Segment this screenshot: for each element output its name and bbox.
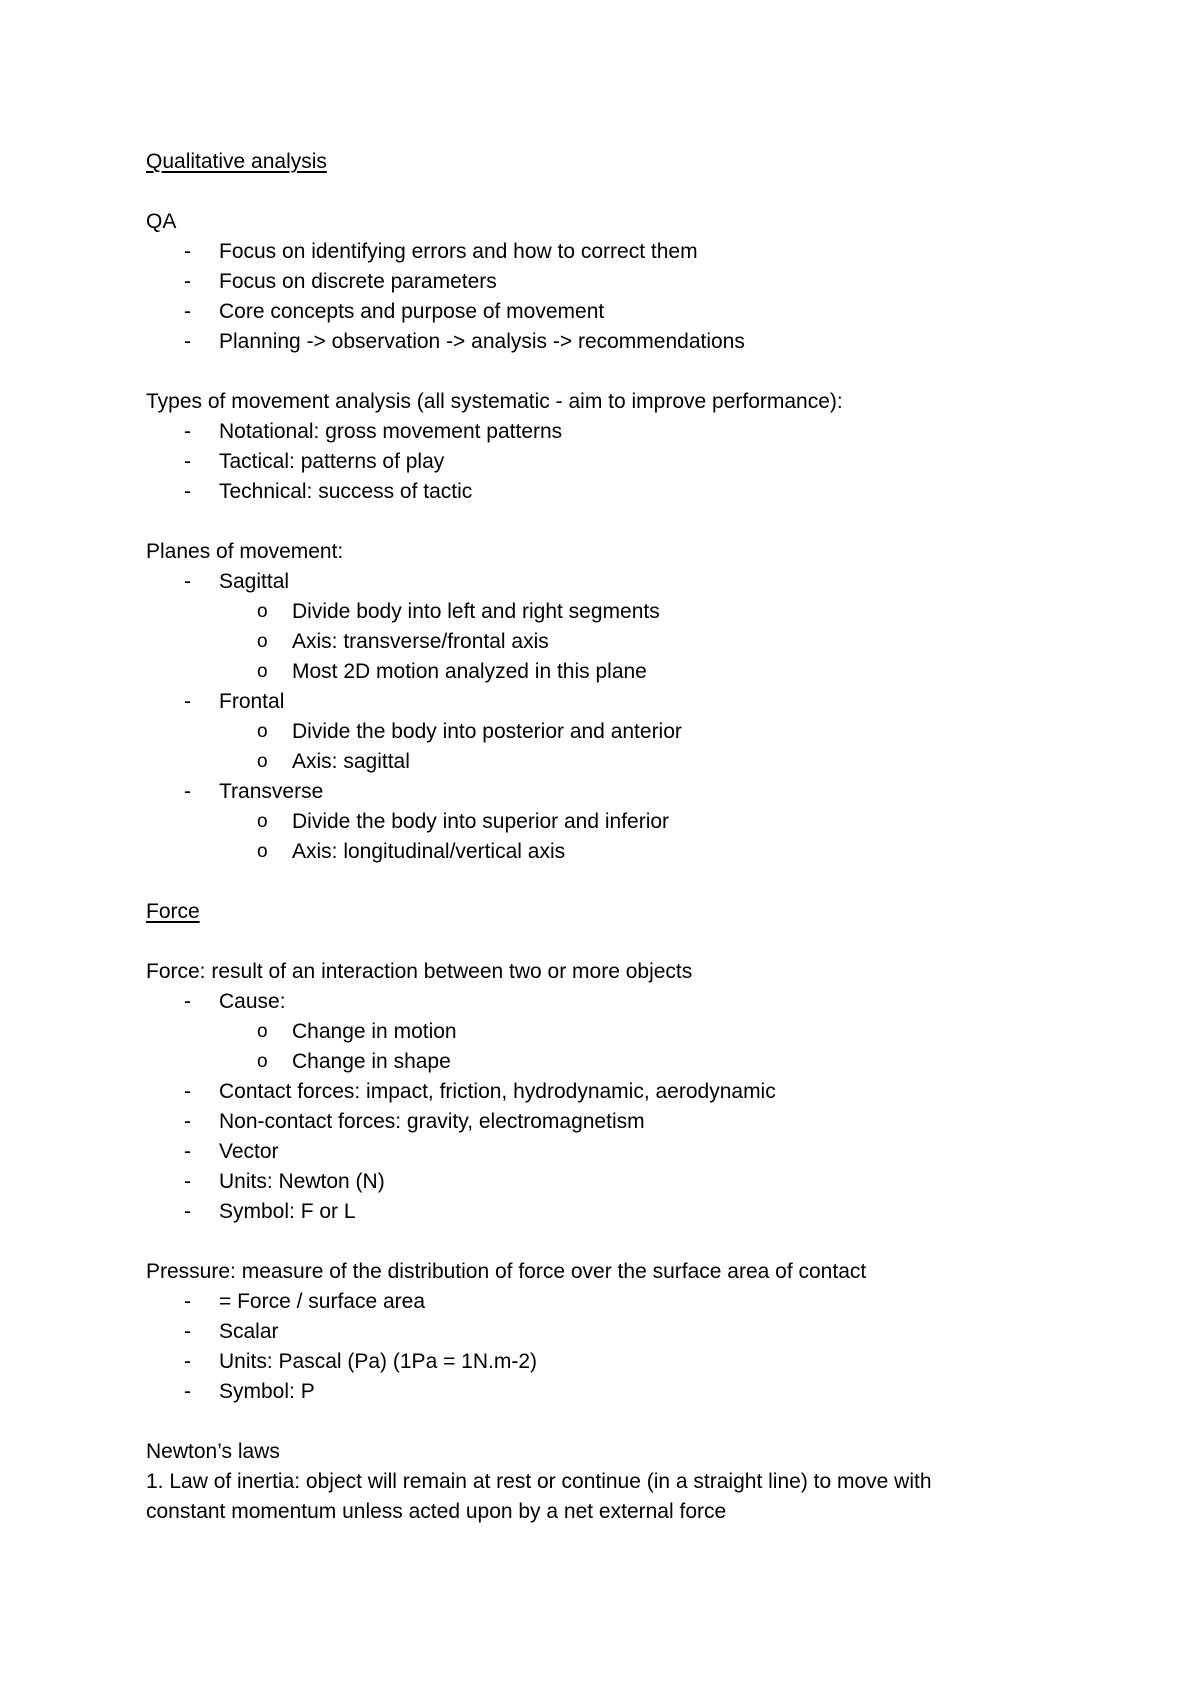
pressure-definition: Pressure: measure of the distribution of force over the surface area of contact [146, 1260, 867, 1283]
circle-marker: o [257, 661, 268, 682]
sub-list-item: o Change in shape [146, 1047, 1106, 1077]
list-item: - Focus on identifying errors and how to correct them [146, 237, 1106, 267]
dash-marker: - [184, 300, 191, 323]
list-item: - Frontal [146, 687, 1106, 717]
document-title: Qualitative analysis [146, 150, 327, 173]
list-item: - Planning -> observation -> analysis -> recommendations [146, 327, 1106, 357]
planes-heading: Planes of movement: [146, 540, 344, 563]
newton-heading: Newton’s laws [146, 1440, 280, 1463]
list-item: - = Force / surface area [146, 1287, 1106, 1317]
list-item: - Tactical: patterns of play [146, 447, 1106, 477]
circle-marker: o [257, 811, 268, 832]
sub-list-item: o Divide body into left and right segments [146, 597, 1106, 627]
force-definition: Force: result of an interaction between two or more objects [146, 960, 693, 983]
list-item: - Scalar [146, 1317, 1106, 1347]
sub-list-item: o Axis: longitudinal/vertical axis [146, 837, 1106, 867]
dash-marker: - [184, 450, 191, 473]
circle-marker: o [257, 751, 268, 772]
dash-marker: - [184, 1110, 191, 1133]
dash-marker: - [184, 270, 191, 293]
dash-marker: - [184, 1380, 191, 1403]
list-item: - Contact forces: impact, friction, hydrodynamic, aerodynamic [146, 1077, 1106, 1107]
list-item: - Cause: [146, 987, 1106, 1017]
sub-list-item: o Axis: transverse/frontal axis [146, 627, 1106, 657]
dash-marker: - [184, 780, 191, 803]
list-item: - Symbol: F or L [146, 1197, 1106, 1227]
newton-law-1-line-1: 1. Law of inertia: object will remain at rest or continue (in a straight line) to move with [146, 1470, 932, 1493]
qa-heading: QA [146, 210, 177, 233]
sub-list-item: o Axis: sagittal [146, 747, 1106, 777]
force-title: Force [146, 900, 200, 923]
circle-marker: o [257, 721, 268, 742]
list-item: - Units: Pascal (Pa) (1Pa = 1N.m-2) [146, 1347, 1106, 1377]
circle-marker: o [257, 601, 268, 622]
sub-list-item: o Most 2D motion analyzed in this plane [146, 657, 1106, 687]
newton-law-1-line-2: constant momentum unless acted upon by a net external force [146, 1500, 727, 1523]
circle-marker: o [257, 1021, 268, 1042]
dash-marker: - [184, 1080, 191, 1103]
list-item: - Technical: success of tactic [146, 477, 1106, 507]
list-item: - Sagittal [146, 567, 1106, 597]
sub-list-item: o Divide the body into posterior and anterior [146, 717, 1106, 747]
dash-marker: - [184, 1200, 191, 1223]
dash-marker: - [184, 690, 191, 713]
dash-marker: - [184, 420, 191, 443]
sub-list-item: o Divide the body into superior and inferior [146, 807, 1106, 837]
dash-marker: - [184, 1170, 191, 1193]
document-page [146, 147, 1106, 1527]
list-item: - Focus on discrete parameters [146, 267, 1106, 297]
list-item: - Core concepts and purpose of movement [146, 297, 1106, 327]
circle-marker: o [257, 841, 268, 862]
list-item: - Symbol: P [146, 1377, 1106, 1407]
dash-marker: - [184, 990, 191, 1013]
sub-list-item: o Change in motion [146, 1017, 1106, 1047]
list-item: - Transverse [146, 777, 1106, 807]
dash-marker: - [184, 1320, 191, 1343]
list-item: - Units: Newton (N) [146, 1167, 1106, 1197]
dash-marker: - [184, 1140, 191, 1163]
circle-marker: o [257, 631, 268, 652]
list-item: - Non-contact forces: gravity, electromagnetism [146, 1107, 1106, 1137]
types-heading: Types of movement analysis (all systematic - aim to improve performance): [146, 390, 843, 413]
dash-marker: - [184, 240, 191, 263]
circle-marker: o [257, 1051, 268, 1072]
dash-marker: - [184, 480, 191, 503]
dash-marker: - [184, 1290, 191, 1313]
list-item: - Vector [146, 1137, 1106, 1167]
list-item: - Notational: gross movement patterns [146, 417, 1106, 447]
dash-marker: - [184, 570, 191, 593]
dash-marker: - [184, 1350, 191, 1373]
dash-marker: - [184, 330, 191, 353]
